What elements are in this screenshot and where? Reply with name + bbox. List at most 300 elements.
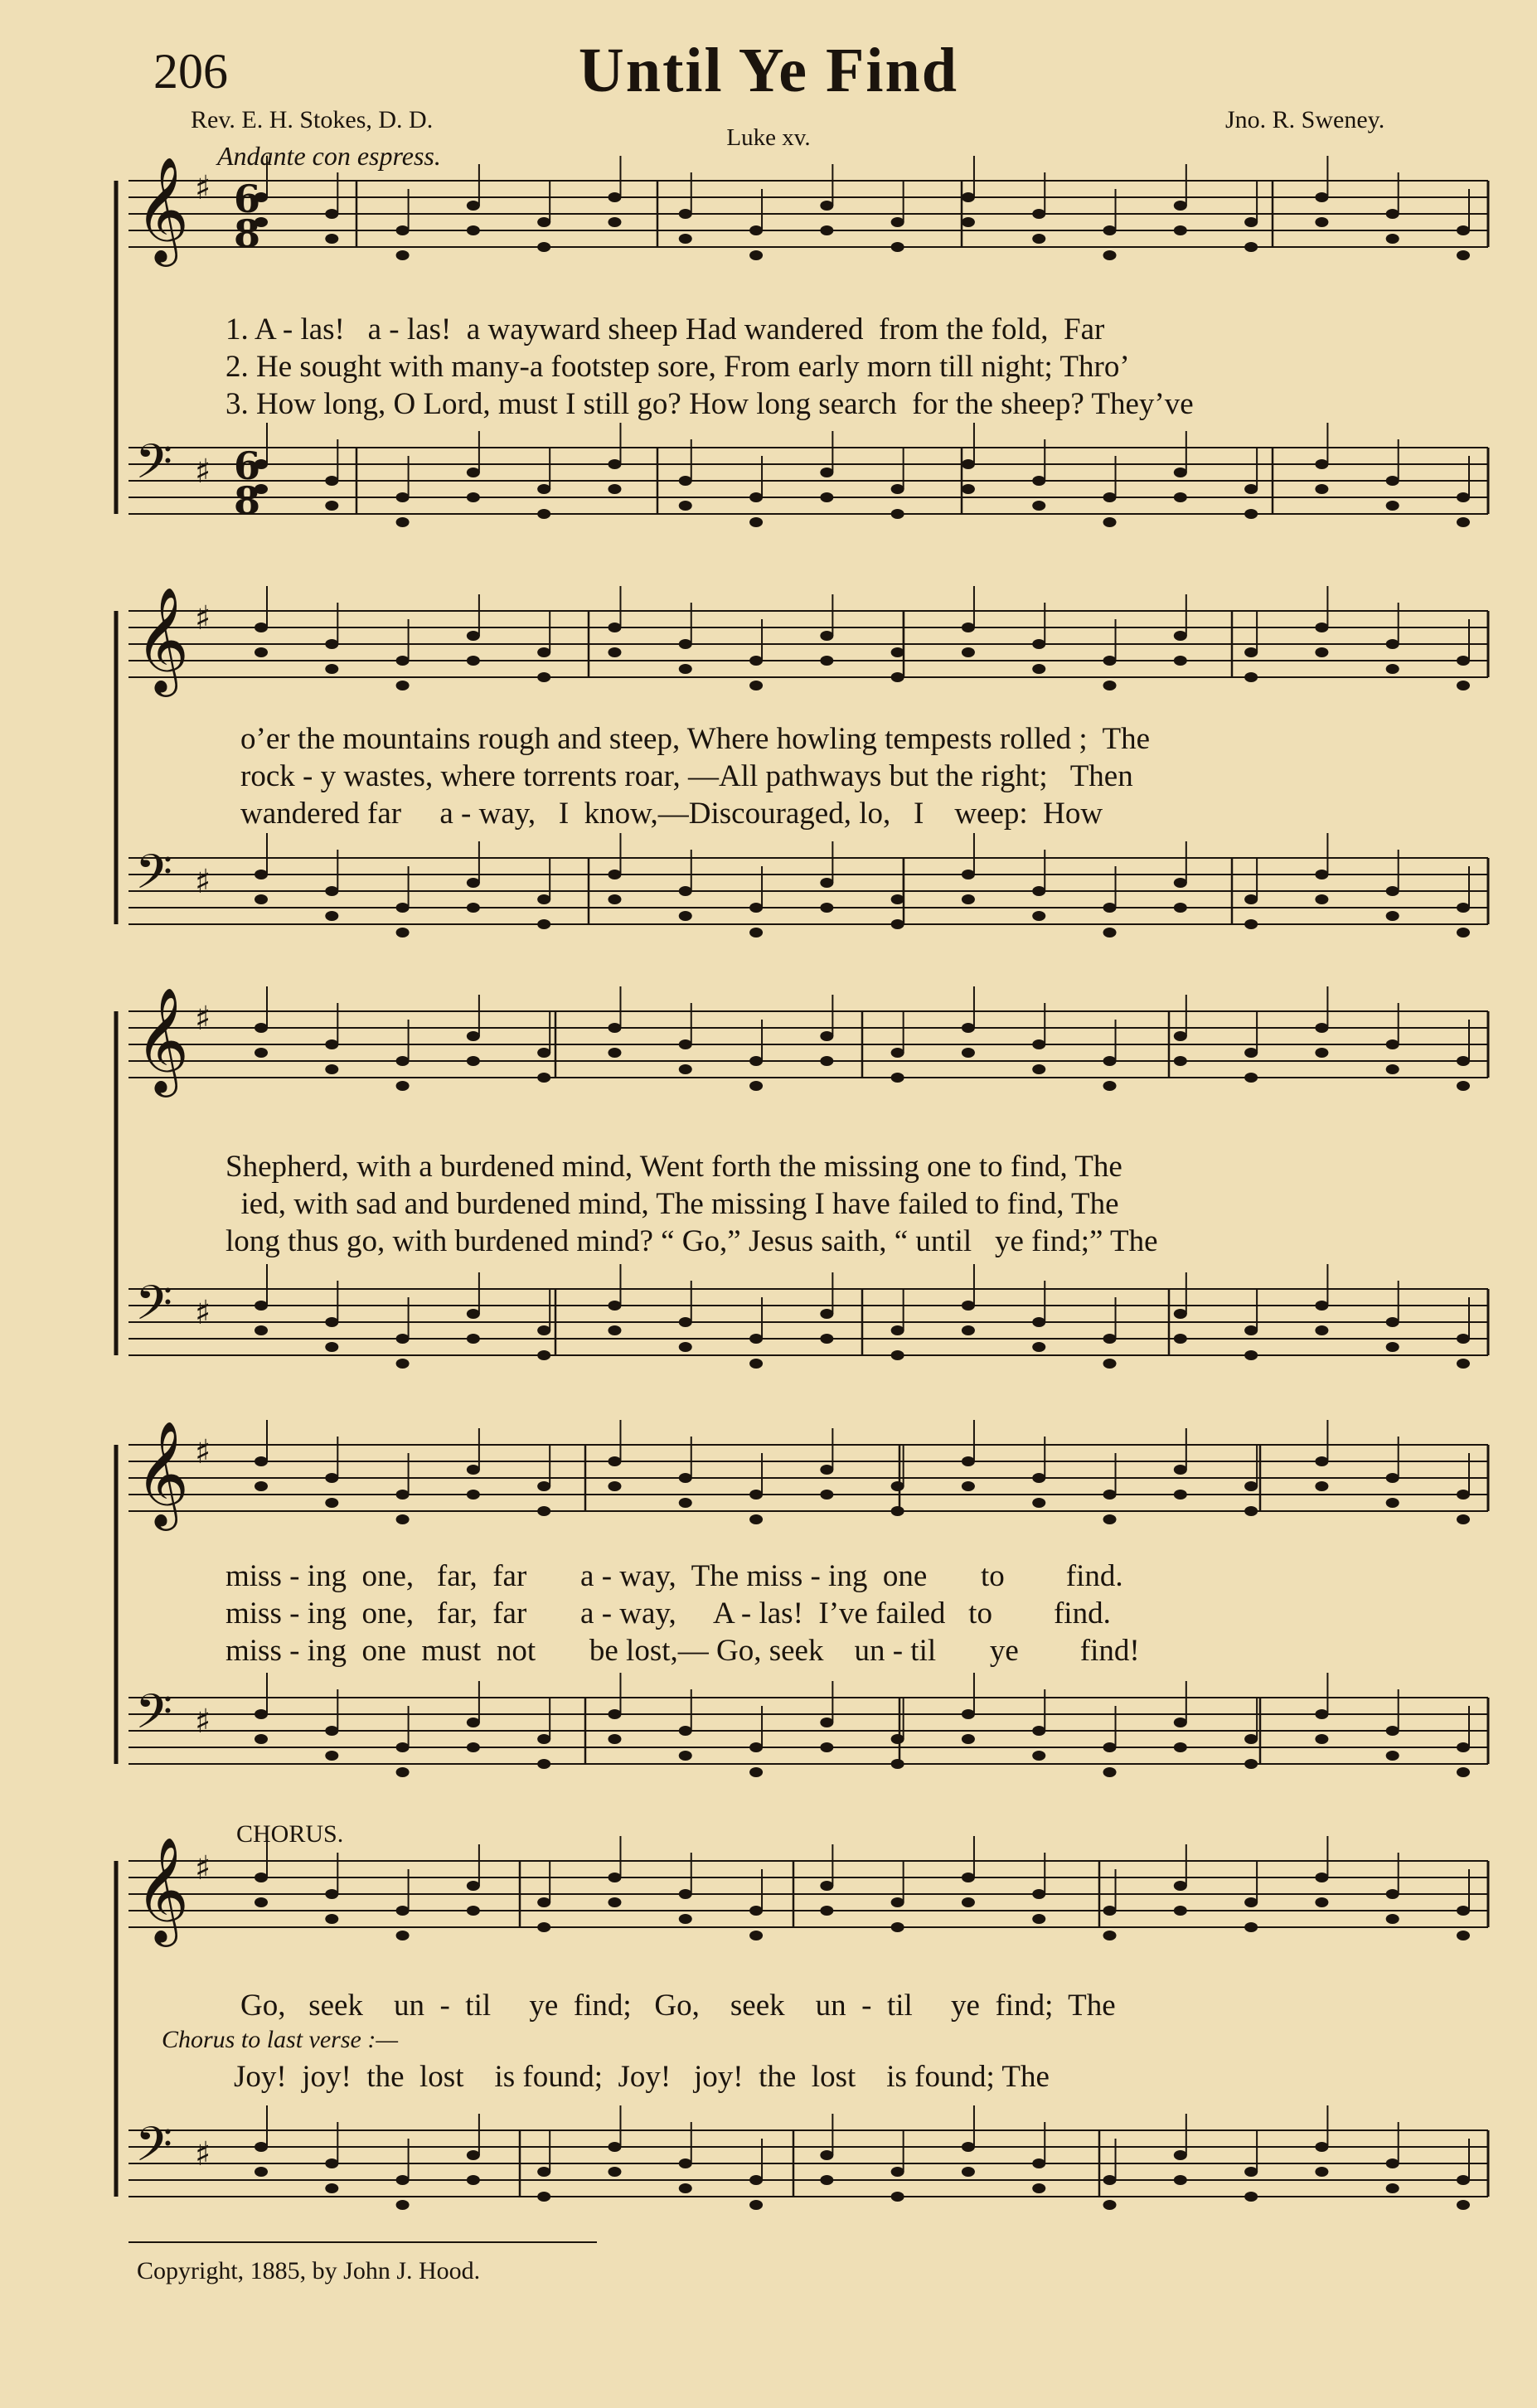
time-signature-digit: 8 <box>234 478 261 523</box>
notehead <box>1457 492 1470 502</box>
notehead <box>820 631 833 641</box>
notehead <box>891 1734 904 1744</box>
notehead <box>1457 250 1470 260</box>
notehead <box>608 1048 621 1058</box>
notehead <box>891 217 904 227</box>
notehead <box>467 1056 480 1066</box>
lyric-line: miss - ing one, far, far a - way, A - las! I’ve failed to find. <box>225 1596 1111 1630</box>
notehead <box>1315 484 1328 494</box>
notehead <box>1103 2175 1117 2185</box>
notehead <box>608 894 621 904</box>
notehead <box>820 1056 833 1066</box>
notehead <box>820 2150 833 2160</box>
notehead <box>749 656 763 666</box>
notehead <box>1244 894 1258 904</box>
notehead <box>891 1506 904 1516</box>
notehead <box>962 1301 975 1311</box>
key-signature-sharp: ♯ <box>195 453 211 491</box>
notehead <box>1457 517 1470 527</box>
notehead <box>1386 1726 1399 1736</box>
notehead <box>1244 1350 1258 1360</box>
notehead <box>325 476 338 486</box>
notehead <box>891 1897 904 1907</box>
notehead <box>962 1734 975 1744</box>
notehead <box>1457 903 1470 913</box>
notehead <box>1457 1742 1470 1752</box>
notehead <box>467 878 480 888</box>
notehead <box>1244 1734 1258 1744</box>
notehead <box>396 656 410 666</box>
notehead <box>891 894 904 904</box>
notehead <box>608 623 621 632</box>
notehead <box>820 2175 833 2185</box>
notehead <box>962 2167 975 2177</box>
notehead <box>749 903 763 913</box>
notehead <box>255 1734 268 1744</box>
bass-clef: 𝄢 <box>135 1684 173 1751</box>
notehead <box>1244 1897 1258 1907</box>
notehead <box>679 476 692 486</box>
lyric-line: long thus go, with burdened mind? “ Go,” Jesus saith, “ until ye find;” The <box>225 1224 1158 1258</box>
bass-clef: 𝄢 <box>135 844 173 912</box>
notehead <box>962 217 975 227</box>
notehead <box>1386 2183 1399 2193</box>
notehead <box>537 894 550 904</box>
notehead <box>1315 870 1328 879</box>
notehead <box>1457 1081 1470 1091</box>
notehead <box>1174 468 1187 477</box>
notehead <box>679 1914 692 1924</box>
notehead <box>1244 217 1258 227</box>
notehead <box>679 1064 692 1074</box>
notehead <box>325 234 338 244</box>
notehead <box>679 1751 692 1761</box>
notehead <box>749 1490 763 1500</box>
notehead <box>1244 1506 1258 1516</box>
notehead <box>1315 1873 1328 1882</box>
notehead <box>1174 492 1187 502</box>
notehead <box>608 1897 621 1907</box>
notehead <box>608 1873 621 1882</box>
hymn-title: Until Ye Find <box>578 36 959 105</box>
notehead <box>467 2150 480 2160</box>
notehead <box>1103 1490 1117 1500</box>
notehead <box>891 2167 904 2177</box>
notehead <box>1032 1498 1045 1508</box>
notehead <box>396 1767 410 1777</box>
tempo-marking: Andante con espress. <box>217 141 441 171</box>
notehead <box>820 1309 833 1319</box>
notehead <box>396 1906 410 1916</box>
notehead <box>1457 1490 1470 1500</box>
notehead <box>255 623 268 632</box>
notehead <box>1386 1914 1399 1924</box>
notehead <box>537 1350 550 1360</box>
notehead <box>608 192 621 202</box>
notehead <box>1244 647 1258 657</box>
notehead <box>1103 517 1117 527</box>
notehead <box>608 1301 621 1311</box>
notehead <box>1032 2183 1045 2193</box>
notehead <box>537 2192 550 2202</box>
notehead <box>1315 1481 1328 1491</box>
notehead <box>1032 1317 1045 1327</box>
notehead <box>255 647 268 657</box>
notehead <box>1032 1914 1045 1924</box>
notehead <box>891 242 904 252</box>
notehead <box>1386 639 1399 649</box>
bass-clef: 𝄢 <box>135 1275 173 1343</box>
notehead <box>679 639 692 649</box>
notehead <box>255 1023 268 1033</box>
notehead <box>1386 886 1399 896</box>
notehead <box>325 1498 338 1508</box>
lyric-line: Shepherd, with a burdened mind, Went forth the missing one to find, The <box>225 1150 1122 1184</box>
notehead <box>749 492 763 502</box>
notehead <box>537 1922 550 1932</box>
notehead <box>679 1039 692 1049</box>
notehead <box>891 1759 904 1769</box>
treble-clef: 𝄞 <box>135 1420 190 1526</box>
notehead <box>396 250 410 260</box>
notehead <box>1032 911 1045 921</box>
notehead <box>1174 903 1187 913</box>
notehead <box>1315 1709 1328 1719</box>
notehead <box>891 672 904 682</box>
notehead <box>467 1490 480 1500</box>
lyric-line: rock - y wastes, where torrents roar, —All pathways but the right; Then <box>240 759 1133 793</box>
notehead <box>1457 681 1470 690</box>
notehead <box>679 1342 692 1352</box>
notehead <box>537 1481 550 1491</box>
notehead <box>1032 1473 1045 1483</box>
notehead <box>820 201 833 211</box>
notehead <box>1103 1056 1117 1066</box>
notehead <box>1032 1751 1045 1761</box>
last-verse-chorus-label: Chorus to last verse :— <box>162 2026 398 2053</box>
notehead <box>1174 1718 1187 1727</box>
notehead <box>467 903 480 913</box>
notehead <box>891 1048 904 1058</box>
notehead <box>749 1767 763 1777</box>
notehead <box>396 1490 410 1500</box>
notehead <box>1103 1514 1117 1524</box>
notehead <box>608 2142 621 2152</box>
treble-clef: 𝄞 <box>135 156 190 262</box>
notehead <box>537 509 550 519</box>
notehead <box>1032 1889 1045 1899</box>
notehead <box>1457 2175 1470 2185</box>
notehead <box>396 1931 410 1940</box>
notehead <box>962 894 975 904</box>
lyric-line: 2. He sought with many-a footstep sore, From early morn till night; Thro’ <box>225 350 1130 384</box>
notehead <box>1032 209 1045 219</box>
notehead <box>1457 1359 1470 1369</box>
notehead <box>325 1889 338 1899</box>
notehead <box>608 459 621 469</box>
notehead <box>325 1473 338 1483</box>
notehead <box>396 1056 410 1066</box>
notehead <box>396 1514 410 1524</box>
notehead <box>1457 2200 1470 2210</box>
key-signature-sharp: ♯ <box>195 1000 211 1038</box>
notehead <box>1457 1767 1470 1777</box>
notehead <box>679 911 692 921</box>
notehead <box>1103 928 1117 938</box>
notehead <box>1244 1048 1258 1058</box>
notehead <box>1032 664 1045 674</box>
notehead <box>1244 672 1258 682</box>
notehead <box>1315 1734 1328 1744</box>
notehead <box>608 2167 621 2177</box>
notehead <box>820 1334 833 1344</box>
notehead <box>1386 476 1399 486</box>
notehead <box>1244 1922 1258 1932</box>
notehead <box>749 928 763 938</box>
notehead <box>820 1490 833 1500</box>
notehead <box>1315 1456 1328 1466</box>
notehead <box>396 903 410 913</box>
chorus-label: CHORUS. <box>236 1820 344 1848</box>
notehead <box>1032 1039 1045 1049</box>
notehead <box>467 631 480 641</box>
notehead <box>1103 1906 1117 1916</box>
notehead <box>1103 1334 1117 1344</box>
notehead <box>891 1922 904 1932</box>
lyric-line: 1. A - las! a - las! a wayward sheep Had wandered from the fold, Far <box>225 313 1105 346</box>
notehead <box>608 870 621 879</box>
notehead <box>1174 225 1187 235</box>
notehead <box>891 1350 904 1360</box>
notehead <box>1174 1742 1187 1752</box>
notehead <box>679 501 692 511</box>
notehead <box>749 1906 763 1916</box>
notehead <box>962 1897 975 1907</box>
notehead <box>467 1718 480 1727</box>
notehead <box>1244 919 1258 929</box>
notehead <box>1386 1889 1399 1899</box>
notehead <box>1032 501 1045 511</box>
time-signature-digit: 8 <box>234 211 261 256</box>
notehead <box>1386 1342 1399 1352</box>
notehead <box>820 903 833 913</box>
notehead <box>962 459 975 469</box>
notehead <box>1386 234 1399 244</box>
notehead <box>608 1023 621 1033</box>
notehead <box>255 2167 268 2177</box>
notehead <box>325 1064 338 1074</box>
notehead <box>679 2158 692 2168</box>
notehead <box>679 2183 692 2193</box>
notehead <box>537 242 550 252</box>
notehead <box>749 1056 763 1066</box>
notehead <box>749 517 763 527</box>
notehead <box>1032 2158 1045 2168</box>
notehead <box>1174 1031 1187 1041</box>
notehead <box>396 225 410 235</box>
notehead <box>255 1325 268 1335</box>
notehead <box>1457 656 1470 666</box>
notehead <box>679 1317 692 1327</box>
copyright-notice: Copyright, 1885, by John J. Hood. <box>137 2257 481 2284</box>
notehead <box>1315 894 1328 904</box>
notehead <box>1244 509 1258 519</box>
notehead <box>537 484 550 494</box>
notehead <box>1315 2142 1328 2152</box>
key-signature-sharp: ♯ <box>195 863 211 901</box>
notehead <box>679 1498 692 1508</box>
notehead <box>467 1881 480 1891</box>
notehead <box>325 639 338 649</box>
notehead <box>537 1325 550 1335</box>
key-signature-sharp: ♯ <box>195 1433 211 1471</box>
notehead <box>679 1889 692 1899</box>
notehead <box>537 1759 550 1769</box>
notehead <box>1032 1342 1045 1352</box>
notehead <box>749 681 763 690</box>
key-signature-sharp: ♯ <box>195 2135 211 2173</box>
notehead <box>679 1726 692 1736</box>
notehead <box>255 894 268 904</box>
notehead <box>255 1048 268 1058</box>
notehead <box>255 870 268 879</box>
notehead <box>1103 2200 1117 2210</box>
notehead <box>1174 631 1187 641</box>
notehead <box>325 2183 338 2193</box>
notehead <box>679 1473 692 1483</box>
notehead <box>325 1726 338 1736</box>
notehead <box>820 1718 833 1727</box>
notehead <box>608 1325 621 1335</box>
notehead <box>1103 681 1117 690</box>
notehead <box>962 192 975 202</box>
notehead <box>1386 1498 1399 1508</box>
notehead <box>962 1709 975 1719</box>
notehead <box>396 2200 410 2210</box>
notehead <box>891 919 904 929</box>
notehead <box>962 1325 975 1335</box>
notehead <box>467 2175 480 2185</box>
notehead <box>608 1456 621 1466</box>
notehead <box>1103 1359 1117 1369</box>
notehead <box>891 484 904 494</box>
page-number: 206 <box>153 44 228 99</box>
notehead <box>1457 1056 1470 1066</box>
notehead <box>608 647 621 657</box>
notehead <box>1315 1325 1328 1335</box>
notehead <box>396 681 410 690</box>
notehead <box>1103 1742 1117 1752</box>
notehead <box>1457 928 1470 938</box>
notehead <box>467 1334 480 1344</box>
notehead <box>255 2142 268 2152</box>
notehead <box>962 647 975 657</box>
notehead <box>820 492 833 502</box>
notehead <box>396 1359 410 1369</box>
notehead <box>1386 1473 1399 1483</box>
notehead <box>749 1081 763 1091</box>
notehead <box>962 1456 975 1466</box>
notehead <box>749 250 763 260</box>
notehead <box>255 1709 268 1719</box>
author-credit: Rev. E. H. Stokes, D. D. <box>191 106 434 133</box>
key-signature-sharp: ♯ <box>195 1703 211 1741</box>
notehead <box>820 468 833 477</box>
notehead <box>1457 1334 1470 1344</box>
notehead <box>467 468 480 477</box>
notehead <box>1032 476 1045 486</box>
notehead <box>1174 1465 1187 1475</box>
time-signature-digit: 6 <box>234 177 261 221</box>
lyric-line: wandered far a - way, I know,—Discouraged, lo, I weep: How <box>240 797 1103 831</box>
notehead <box>325 209 338 219</box>
lyric-line: 3. How long, O Lord, must I still go? How long search for the sheep? They’ve <box>225 387 1194 421</box>
notehead <box>891 509 904 519</box>
notehead <box>325 911 338 921</box>
notehead <box>1244 484 1258 494</box>
notehead <box>467 1465 480 1475</box>
notehead <box>396 517 410 527</box>
notehead <box>749 1931 763 1940</box>
notehead <box>749 1514 763 1524</box>
notehead <box>1386 664 1399 674</box>
notehead <box>1386 501 1399 511</box>
notehead <box>1103 492 1117 502</box>
notehead <box>1386 911 1399 921</box>
notehead <box>1103 656 1117 666</box>
notehead <box>396 1081 410 1091</box>
notehead <box>1315 192 1328 202</box>
notehead <box>1315 647 1328 657</box>
notehead <box>1315 1023 1328 1033</box>
treble-clef: 𝄞 <box>135 986 190 1093</box>
notehead <box>1244 1759 1258 1769</box>
notehead <box>891 2192 904 2202</box>
notehead <box>749 2200 763 2210</box>
notehead <box>1315 1897 1328 1907</box>
notehead <box>1174 656 1187 666</box>
notehead <box>608 217 621 227</box>
notehead <box>396 492 410 502</box>
notehead <box>1386 209 1399 219</box>
notehead <box>608 1734 621 1744</box>
notehead <box>820 878 833 888</box>
notehead <box>608 1709 621 1719</box>
notehead <box>325 1039 338 1049</box>
notehead <box>1457 225 1470 235</box>
notehead <box>1032 1064 1045 1074</box>
lyric-line: ied, with sad and burdened mind, The missing I have failed to find, The <box>225 1187 1119 1221</box>
notehead <box>1174 1906 1187 1916</box>
notehead <box>537 1897 550 1907</box>
scripture-reference: Luke xv. <box>726 124 811 151</box>
notehead <box>749 1359 763 1369</box>
notehead <box>891 1325 904 1335</box>
bass-clef: 𝄢 <box>135 434 173 501</box>
notehead <box>1386 1751 1399 1761</box>
key-signature-sharp: ♯ <box>195 169 211 207</box>
notehead <box>325 1751 338 1761</box>
notehead <box>255 1301 268 1311</box>
notehead <box>962 1481 975 1491</box>
notehead <box>537 1048 550 1058</box>
notehead <box>1244 1325 1258 1335</box>
notehead <box>1386 2158 1399 2168</box>
notehead <box>1315 1048 1328 1058</box>
lyric-line: Joy! joy! the lost is found; Joy! joy! the lost is found; The <box>234 2060 1050 2094</box>
notehead <box>255 1873 268 1882</box>
notehead <box>608 1481 621 1491</box>
